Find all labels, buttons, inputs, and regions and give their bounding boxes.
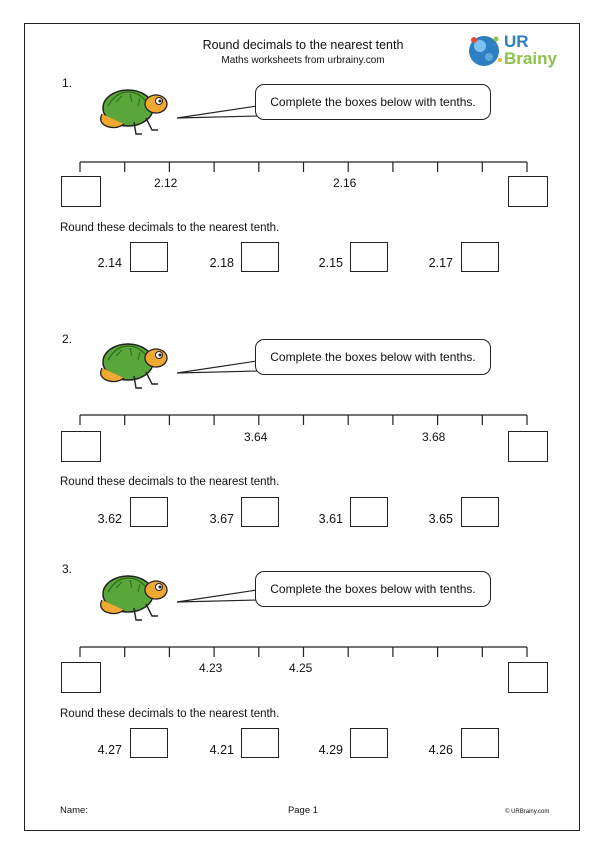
answer-box[interactable] — [241, 728, 279, 758]
copyright: © URBrainy.com — [505, 809, 550, 815]
round-value: 2.18 — [209, 256, 234, 270]
round-value: 3.62 — [97, 512, 122, 526]
tick-label: 3.64 — [244, 430, 268, 444]
number-line-start-box[interactable] — [61, 662, 101, 693]
answer-box[interactable] — [130, 728, 168, 758]
round-value: 2.14 — [97, 256, 122, 270]
round-prompt: Round these decimals to the nearest tenth. — [60, 476, 280, 488]
round-value: 3.67 — [209, 512, 234, 526]
tick-label: 3.68 — [422, 430, 446, 444]
logo-bottom-text: Brainy — [504, 49, 557, 68]
question-1-number: 1. — [62, 76, 73, 90]
round-value: 3.65 — [428, 512, 453, 526]
answer-box[interactable] — [461, 728, 499, 758]
round-value: 3.61 — [318, 512, 343, 526]
round-prompt: Round these decimals to the nearest tenth. — [60, 708, 280, 720]
round-value: 4.29 — [318, 743, 343, 757]
question-2-number: 2. — [62, 332, 73, 346]
round-value: 4.21 — [209, 743, 234, 757]
round-value: 2.15 — [318, 256, 343, 270]
page-subtitle: Maths worksheets from urbrainy.com — [221, 55, 385, 66]
answer-box[interactable] — [350, 728, 388, 758]
tick-label: 4.23 — [199, 661, 223, 675]
tick-label: 2.16 — [333, 176, 357, 190]
speech-bubble-3: Complete the boxes below with tenths. — [255, 571, 491, 607]
tick-label: 4.25 — [289, 661, 313, 675]
tick-label: 2.12 — [154, 176, 178, 190]
question-3-number: 3. — [62, 562, 73, 576]
speech-bubble-1: Complete the boxes below with tenths. — [255, 84, 491, 120]
round-value: 2.17 — [428, 256, 453, 270]
speech-bubble-2: Complete the boxes below with tenths. — [255, 339, 491, 375]
number-line-end-box[interactable] — [508, 662, 548, 693]
round-prompt: Round these decimals to the nearest tenth. — [60, 222, 280, 234]
name-label: Name: — [60, 805, 88, 816]
page-number: Page 1 — [287, 805, 319, 816]
logo-top-text: UR — [504, 32, 529, 51]
round-value: 4.26 — [428, 743, 453, 757]
page-title: Round decimals to the nearest tenth — [202, 38, 404, 52]
round-value: 4.27 — [97, 743, 122, 757]
